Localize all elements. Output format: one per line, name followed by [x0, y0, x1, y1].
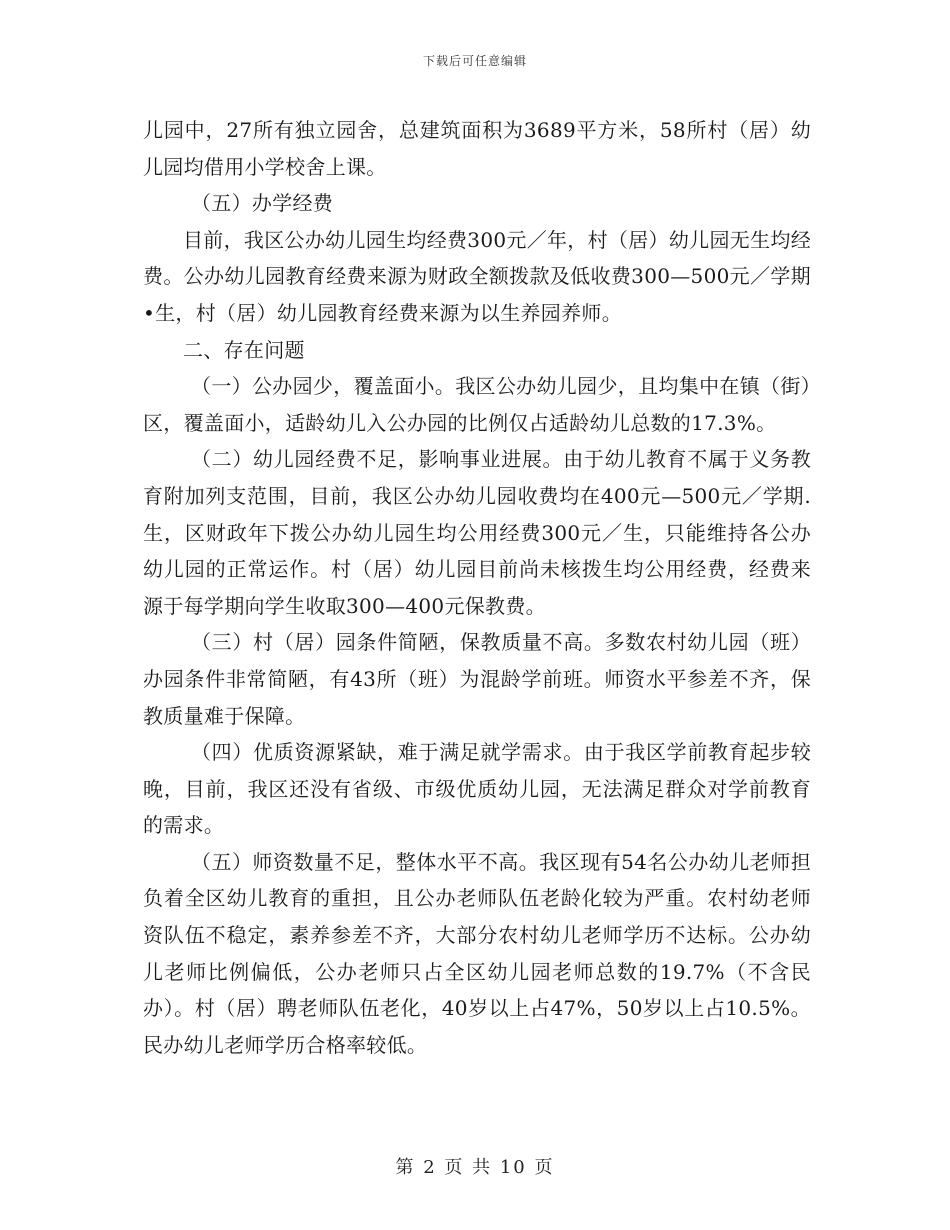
paragraph-problem-1: （一）公办园少，覆盖面小。我区公办幼儿园少，且均集中在镇（街）区，覆盖面小，适龄幼儿入公办园的比例仅占适龄幼儿总数的17.3%。 — [143, 374, 811, 435]
paragraph-problem-5: （五）师资数量不足，整体水平不高。我区现有54名公办幼儿老师担负着全区幼儿教育的重担，且公办老师队伍老龄化较为严重。农村幼老师资队伍不稳定，素养参差不齐，大部分农村幼儿老师学历不达标。公办幼儿老师比例偏低，公办老师只占全区幼儿园老师总数的19.7%（不含民办）。村（居）聘老师队伍老化，40岁以上占47%，50岁以上占10.5%。民办幼儿老师学历合格率较低。 — [143, 849, 811, 1057]
paragraph-continuation: 儿园中，27所有独立园舍，总建筑面积为3689平方米，58所村（居）幼儿园均借用小学校舍上课。 — [143, 118, 811, 179]
paragraph-problem-2: （二）幼儿园经费不足，影响事业进展。由于幼儿教育不属于义务教育附加列支范围，目前，我区公办幼儿园收费均在400元—500元／学期.生，区财政年下拨公办幼儿园生均公用经费300元／生，只能维持各公办幼儿园的正常运作。村（居）幼儿园目前尚未核拨生均公用经费，经费来源于每学期向学生收取300—400元保教费。 — [143, 447, 811, 618]
paragraph-problem-4: （四）优质资源紧缺，难于满足就学需求。由于我区学前教育起步较晚，目前，我区还没有省级、市级优质幼儿园，无法满足群众对学前教育的需求。 — [143, 740, 811, 838]
section-heading-funding: （五）办学经费 — [191, 191, 334, 216]
section-heading-problems: 二、存在问题 — [183, 337, 305, 362]
paragraph-funding: 目前，我区公办幼儿园生均经费300元／年，村（居）幼儿园无生均经费。公办幼儿园教育经费来源为财政全额拨款及低收费300—500元／学期•生，村（居）幼儿园教育经费来源为以生养园养师。 — [143, 227, 811, 325]
page-number: 第 2 页 共 10 页 — [395, 1157, 555, 1178]
page-header-note: 下载后可任意编辑 — [422, 54, 527, 68]
document-body — [143, 112, 811, 1063]
paragraph-problem-3: （三）村（居）园条件简陋，保教质量不高。多数农村幼儿园（班）办园条件非常简陋，有43所（班）为混龄学前班。师资水平参差不齐，保教质量难于保障。 — [143, 630, 811, 728]
